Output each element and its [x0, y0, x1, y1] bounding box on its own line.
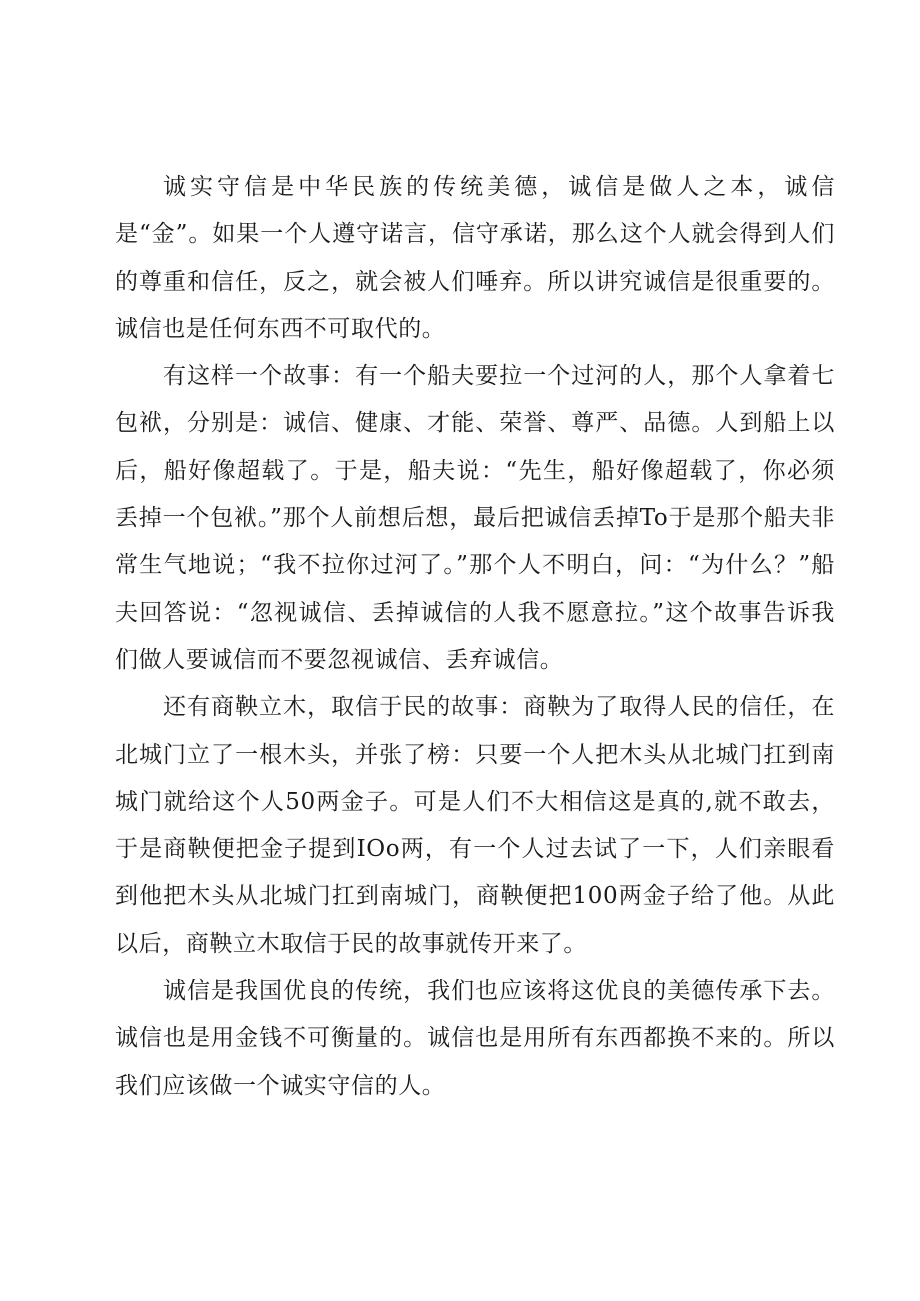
- paragraph-4: 诚信是我国优良的传统，我们也应该将这优良的美德传承下去。诚信也是用金钱不可衡量的。诚信也是用所有东西都换不来的。所以我们应该做一个诚实守信的人。: [115, 978, 835, 1099]
- paragraph-1: 诚实守信是中华民族的传统美德，诚信是做人之本，诚信是“金”。如果一个人遵守诺言，信守承诺，那么这个人就会得到人们的尊重和信任，反之，就会被人们唾弃。所以讲究诚信是很重要的。诚信也是任何东西不可取代的。: [115, 174, 835, 342]
- paragraph-2: 有这样一个故事：有一个船夫要拉一个过河的人，那个人拿着七包袱，分别是：诚信、健康、才能、荣誉、尊严、品德。人到船上以后，船好像超载了。于是，船夫说：“先生，船好像超载了，你必须丢掉一个包袱。”那个人前想后想，最后把诚信丢掉To于是那个船夫非常生气地说；“我不拉你过河了。”那个人不明白，问：“为什么？”船夫回答说：“忽视诚信、丢掉诚信的人我不愿意拉。”这个故事告诉我们做人要诚信而不要忽视诚信、丢弃诚信。: [115, 363, 835, 673]
- document-body: [115, 164, 835, 1110]
- paragraph-3: 还有商鞅立木，取信于民的故事：商鞅为了取得人民的信任，在北城门立了一根木头，并张了榜：只要一个人把木头从北城门扛到南城门就给这个人50两金子。可是人们不大相信这是真的,就不敢去，于是商鞅便把金子提到IOo两，有一个人过去试了一下，人们亲眼看到他把木头从北城门扛到南城门，商鞅便把100两金子给了他。从此以后，商鞅立木取信于民的故事就传开来了。: [115, 694, 835, 957]
